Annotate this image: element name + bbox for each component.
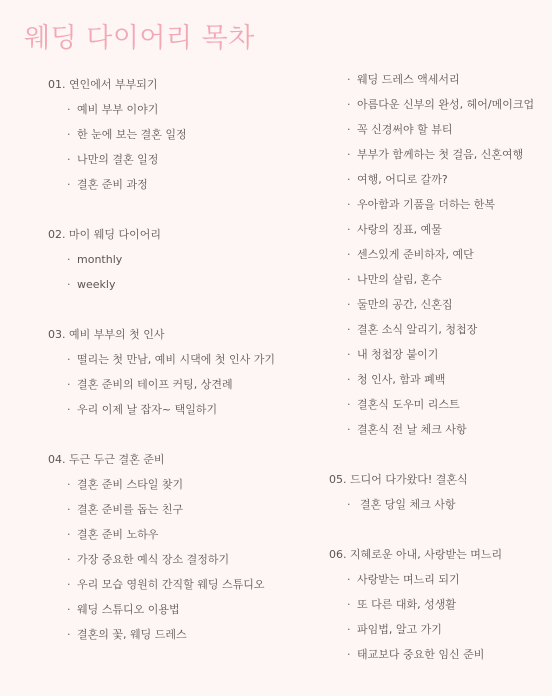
toc-item: · monthly xyxy=(67,253,123,266)
toc-item: · 나만의 살림, 혼수 xyxy=(347,273,442,286)
chapter-01-heading: 01. 연인에서 부부되기 xyxy=(48,78,158,91)
toc-item: · weekly xyxy=(67,278,116,291)
toc-item: · 결혼 소식 알리기, 청첩장 xyxy=(347,323,478,336)
toc-item: · 결혼 준비 스타일 찾기 xyxy=(67,478,184,491)
toc-item: · 파임법, 알고 가기 xyxy=(347,623,442,636)
toc-item: · 결혼 준비 노하우 xyxy=(67,528,159,541)
toc-item: · 결혼의 꽃, 웨딩 드레스 xyxy=(67,628,187,641)
chapter-05-heading: 05. 드디어 다가왔다! 결혼식 xyxy=(329,473,468,486)
toc-item: · 예비 부부 이야기 xyxy=(67,103,159,116)
toc-item: · 여행, 어디로 갈까? xyxy=(347,173,448,186)
toc-item: · 떨리는 첫 만남, 예비 시댁에 첫 인사 가기 xyxy=(67,353,275,366)
toc-item: · 태교보다 중요한 임신 준비 xyxy=(347,648,485,661)
toc-item: · 웨딩 드레스 액세서리 xyxy=(347,73,460,86)
toc-item: · 청 인사, 함과 폐백 xyxy=(347,373,446,386)
toc-item: · 결혼 당일 체크 사항 xyxy=(347,498,456,511)
page-title: 웨딩 다이어리 목차 xyxy=(24,23,255,54)
chapter-06-heading: 06. 지혜로운 아내, 사랑받는 며느리 xyxy=(329,548,503,561)
chapter-03-heading: 03. 예비 부부의 첫 인사 xyxy=(48,328,165,341)
toc-item: · 둘만의 공간, 신혼집 xyxy=(347,298,453,311)
toc-item: · 우리 이제 날 잡자~ 택일하기 xyxy=(67,403,218,416)
toc-item: · 우아함과 기품을 더하는 한복 xyxy=(347,198,496,211)
toc-item: · 사랑의 징표, 예물 xyxy=(347,223,442,236)
toc-item: · 나만의 결혼 일정 xyxy=(67,153,159,166)
toc-item: · 꼭 신경써야 할 뷰티 xyxy=(347,123,453,136)
chapter-04-heading: 04. 두근 두근 결혼 준비 xyxy=(48,453,165,466)
toc-item: · 결혼식 전 날 체크 사항 xyxy=(347,423,467,436)
toc-item: · 결혼 준비 과정 xyxy=(67,178,148,191)
toc-item: · 결혼 준비의 테이프 커팅, 상견례 xyxy=(67,378,233,391)
toc-item: · 내 청첩장 붙이기 xyxy=(347,348,439,361)
chapter-02-heading: 02. 마이 웨딩 다이어리 xyxy=(48,228,161,241)
toc-item: · 센스있게 준비하자, 예단 xyxy=(347,248,474,261)
toc-item: · 결혼 준비를 돕는 친구 xyxy=(67,503,184,516)
toc-item: · 가장 중요한 예식 장소 결정하기 xyxy=(67,553,230,566)
toc-item: · 웨딩 스튜디오 이용법 xyxy=(67,603,180,616)
toc-item: · 결혼식 도우미 리스트 xyxy=(347,398,460,411)
toc-item: · 우리 모습 영원히 간직할 웨딩 스튜디오 xyxy=(67,578,265,591)
toc-item: · 아름다운 신부의 완성, 헤어/메이크업 xyxy=(347,98,535,111)
toc-item: · 한 눈에 보는 결혼 일정 xyxy=(67,128,187,141)
toc-item: · 또 다른 대화, 성생활 xyxy=(347,598,456,611)
toc-item: · 사랑받는 며느리 되기 xyxy=(347,573,460,586)
toc-item: · 부부가 함께하는 첫 걸음, 신혼여행 xyxy=(347,148,524,161)
